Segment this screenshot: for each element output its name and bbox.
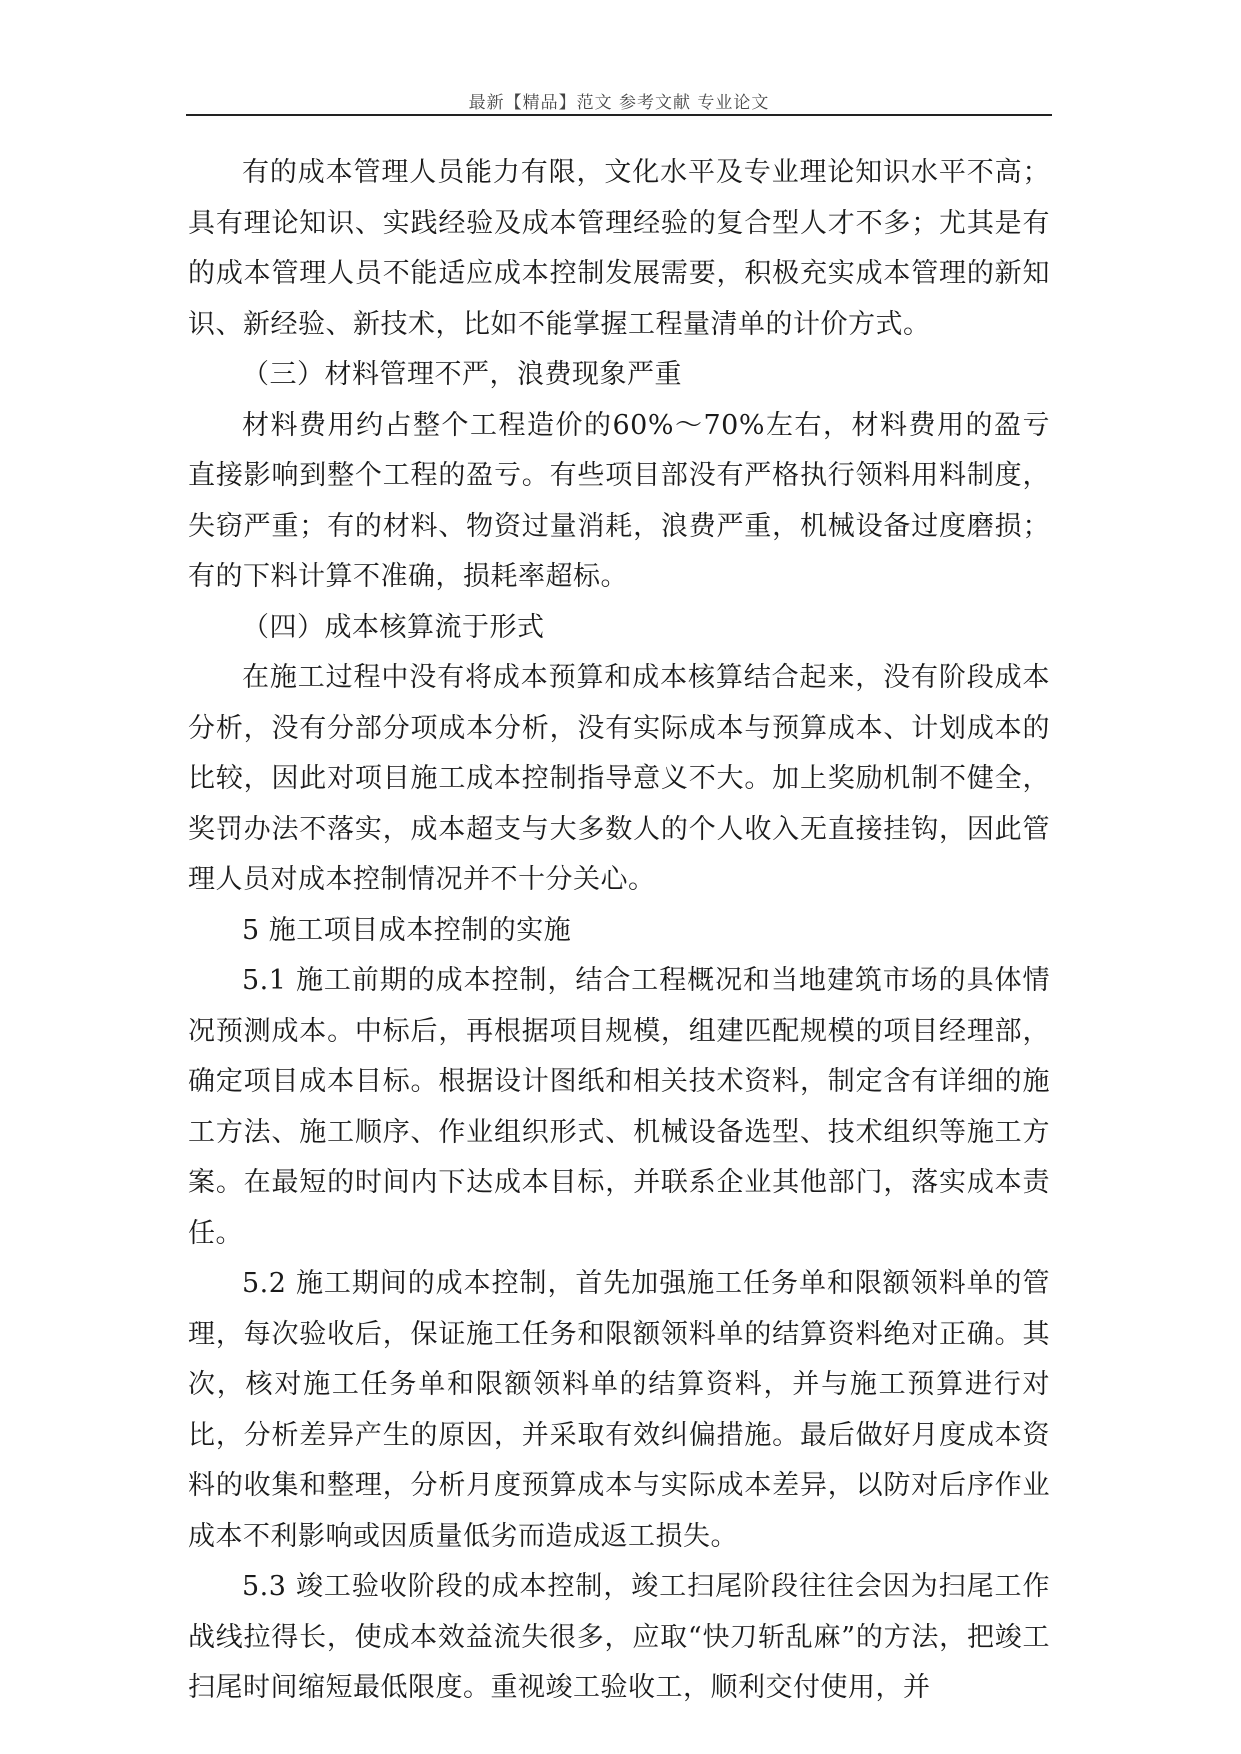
document-body xyxy=(188,148,1050,1714)
paragraph-pre-construction: 5.1 施工前期的成本控制，结合工程概况和当地建筑市场的具体情况预测成本。中标后，再根据项目规模，组建匹配规模的项目经理部，确定项目成本目标。根据设计图纸和相关技术资料，制定含有详细的施工方法、施工顺序、作业组织形式、机械设备选型、技术组织等施工方案。在最短的时间内下达成本目标，并联系企业其他部门，落实成本责任。 xyxy=(188,965,1050,1249)
page-header: 最新【精品】范文 参考文献 专业论文 xyxy=(468,93,770,113)
header-divider xyxy=(186,114,1052,116)
paragraph-material-costs: 材料费用约占整个工程造价的60%～70%左右，材料费用的盈亏直接影响到整个工程的盈亏。有些项目部没有严格执行领料用料制度，失窃严重；有的材料、物资过量消耗，浪费严重，机械设备过度磨损；有的下料计算不准确，损耗率超标。 xyxy=(188,409,1050,592)
paragraph-cost-accounting: 在施工过程中没有将成本预算和成本核算结合起来，没有阶段成本分析，没有分部分项成本分析，没有实际成本与预算成本、计划成本的比较，因此对项目施工成本控制指导意义不大。加上奖励机制不健全，奖罚办法不落实，成本超支与大多数人的个人收入无直接挂钩，因此管理人员对成本控制情况并不十分关心。 xyxy=(188,662,1050,895)
paragraph-staff-capability: 有的成本管理人员能力有限，文化水平及专业理论知识水平不高；具有理论知识、实践经验及成本管理经验的复合型人才不多；尤其是有的成本管理人员不能适应成本控制发展需要，积极充实成本管理的新知识、新经验、新技术，比如不能掌握工程量清单的计价方式。 xyxy=(188,157,1050,340)
paragraph-completion: 5.3 竣工验收阶段的成本控制，竣工扫尾阶段往往会因为扫尾工作战线拉得长，使成本效益流失很多，应取“快刀斩乱麻”的方法，把竣工扫尾时间缩短最低限度。重视竣工验收工，顺利交付使用，并 xyxy=(188,1571,1050,1703)
section-heading-cost-accounting: （四）成本核算流于形式 xyxy=(242,611,545,643)
section-heading-implementation: 5 施工项目成本控制的实施 xyxy=(242,914,572,946)
section-heading-materials: （三）材料管理不严，浪费现象严重 xyxy=(242,359,682,390)
paragraph-during-construction: 5.2 施工期间的成本控制，首先加强施工任务单和限额领料单的管理，每次验收后，保证施工任务和限额领料单的结算资料绝对正确。其次，核对施工任务单和限额领料单的结算资料，并与施工预算进行对比，分析差异产生的原因，并采取有效纠偏措施。最后做好月度成本资料的收集和整理，分析月度预算成本与实际成本差异，以防对后序作业成本不利影响或因质量低劣而造成返工损失。 xyxy=(188,1268,1050,1552)
